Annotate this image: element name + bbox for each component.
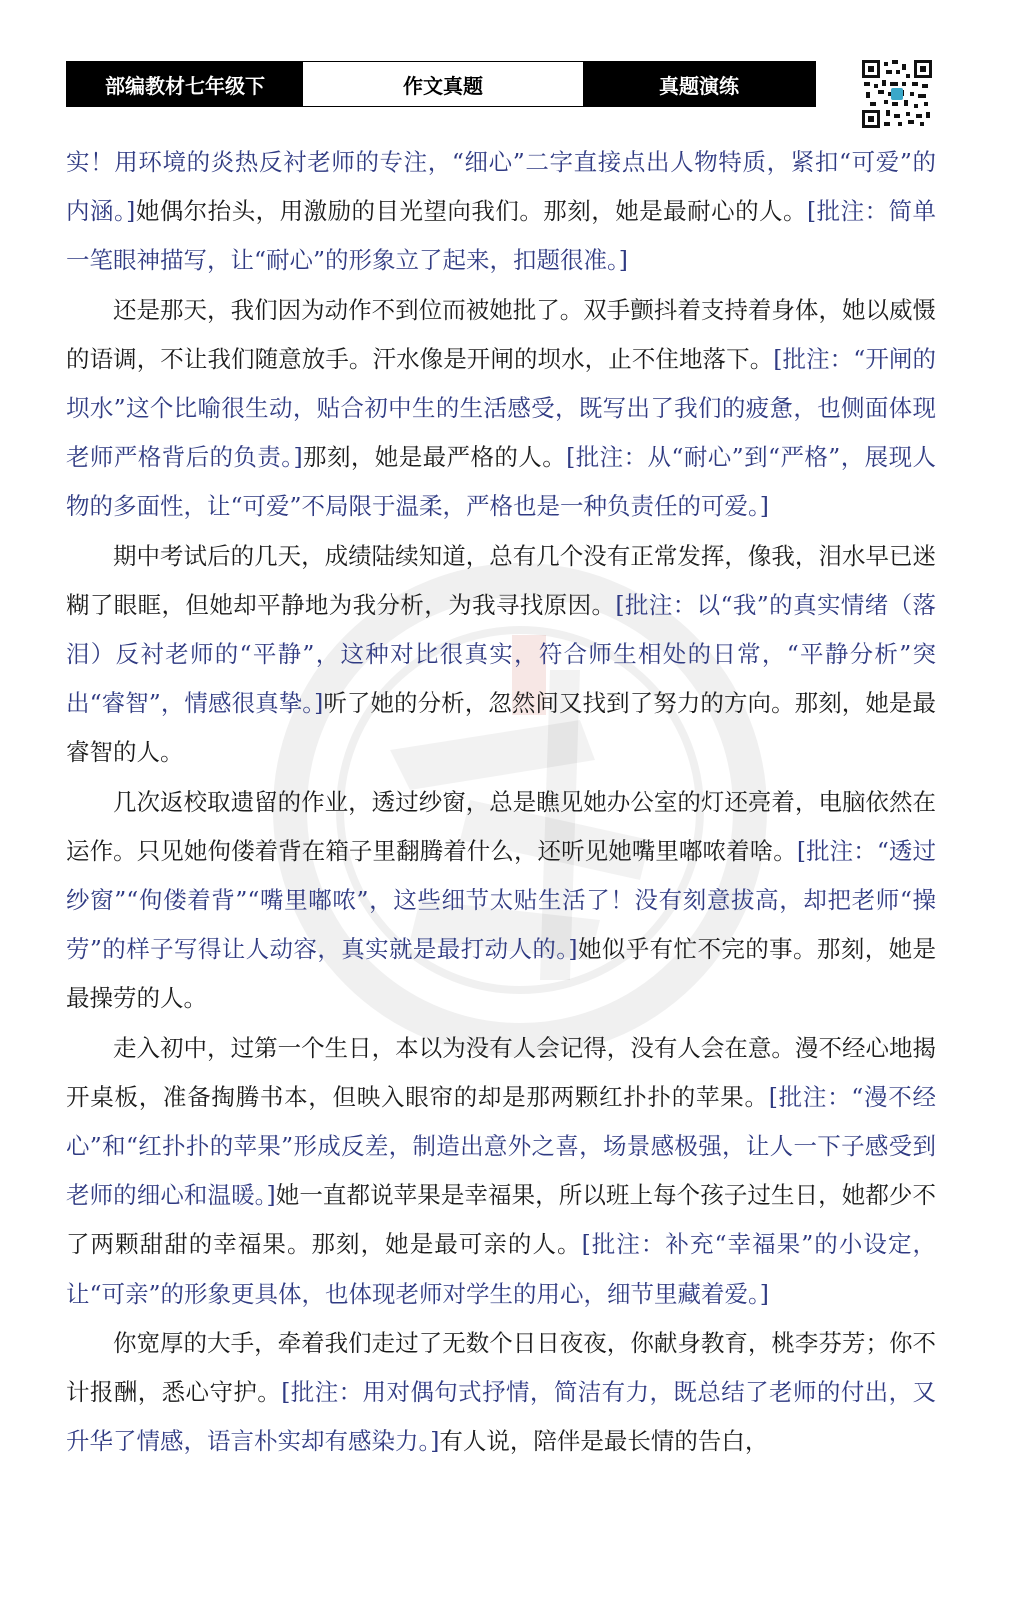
essay-text: 你宽厚的大手，牵着我们走过了无数个日日夜夜，你献身教育，桃李芬芳；你不计报酬，悉心守护。	[66, 1328, 936, 1407]
essay-text: 还是那天，我们因为动作不到位而被她批了。双手颤抖着支持着身体，她以威慑的语调，不让我们随意放手。汗水像是开闸的坝水，止不住地落下。	[66, 295, 936, 373]
essay-paragraph	[66, 1024, 936, 1319]
essay-text: 有人说，陪伴是最长情的告白，	[439, 1427, 769, 1456]
header-section-title: 作文真题	[303, 62, 583, 106]
annotation-comment: [批注：用对偶句式抒情，简洁有力，既总结了老师的付出，又升华了情感，语言朴实却有感染力。]	[66, 1378, 937, 1456]
essay-text: 她一直都说苹果是幸福果，所以班上每个孩子过生日，她都少不了两颗甜甜的幸福果。那刻，她是最可亲的人。	[66, 1181, 937, 1259]
qr-code-icon	[862, 60, 932, 128]
header-practice-label: 真题演练	[583, 62, 815, 106]
essay-text: 那刻，她是最严格的人。	[302, 443, 567, 472]
essay-paragraph	[66, 778, 936, 1024]
essay-body	[66, 138, 936, 1466]
essay-text: 几次返校取遗留的作业，透过纱窗，总是瞧见她办公室的灯还亮着，电脑依然在运作。只见她佝偻着背在箱子里翻腾着什么，还听见她嘴里嘟哝着啥。	[66, 787, 936, 865]
annotation-comment: [批注：“透过纱窗”“佝偻着背”“嘴里嘟哝”，这些细节太贴生活了！没有刻意拔高，却把老师“操劳”的样子写得让人动容，真实就是最打动人的。]	[66, 836, 936, 964]
annotation-comment: [批注：“开闸的坝水”这个比喻很生动，贴合初中生的生活感受，既写出了我们的疲惫，也侧面体现老师严格背后的负责。]	[66, 344, 936, 472]
essay-paragraph	[66, 1319, 936, 1467]
annotation-comment: [批注：以“我”的真实情绪（落泪）反衬老师的“平静”，这种对比很真实，符合师生相处的日常，“平静分析”突出“睿智”，情感很真挚。]	[66, 590, 936, 718]
annotation-comment: 实！用环境的炎热反衬老师的专注，“细心”二字直接点出人物特质，紧扣“可爱”的内涵。]	[66, 148, 936, 226]
essay-paragraph	[66, 532, 936, 778]
annotation-comment: [批注：补充“幸福果”的小设定，让“可亲”的形象更具体，也体现老师对学生的用心，细节里藏着爱。]	[66, 1230, 937, 1308]
annotation-comment: [批注：“漫不经心”和“红扑扑的苹果”形成反差，制造出意外之喜，场景感极强，让人一下子感受到老师的细心和温暖。]	[66, 1082, 937, 1210]
essay-paragraph	[66, 138, 936, 286]
annotation-comment: [批注：从“耐心”到“严格”，展现人物的多面性，让“可爱”不局限于温柔，严格也是一种负责任的可爱。]	[66, 443, 936, 521]
header-grade-label: 部编教材七年级下	[67, 62, 303, 106]
essay-text: 期中考试后的几天，成绩陆续知道，总有几个没有正常发挥，像我，泪水早已迷糊了眼眶，但她却平静地为我分析，为我寻找原因。	[66, 541, 936, 619]
essay-text: 她偶尔抬头，用激励的目光望向我们。那刻，她是最耐心的人。	[135, 197, 807, 226]
essay-paragraph	[66, 286, 936, 532]
annotation-comment: [批注：简单一笔眼神描写，让“耐心”的形象立了起来，扣题很准。]	[66, 197, 937, 275]
essay-text: 听了她的分析，忽然间又找到了努力的方向。那刻，她是最睿智的人。	[66, 689, 936, 767]
essay-text: 她似乎有忙不完的事。那刻，她是最操劳的人。	[66, 935, 936, 1013]
essay-text: 走入初中，过第一个生日，本以为没有人会记得，没有人会在意。漫不经心地揭开桌板，准备掏腾书本，但映入眼帘的却是那两颗红扑扑的苹果。	[66, 1033, 936, 1111]
header-bar	[66, 61, 816, 107]
